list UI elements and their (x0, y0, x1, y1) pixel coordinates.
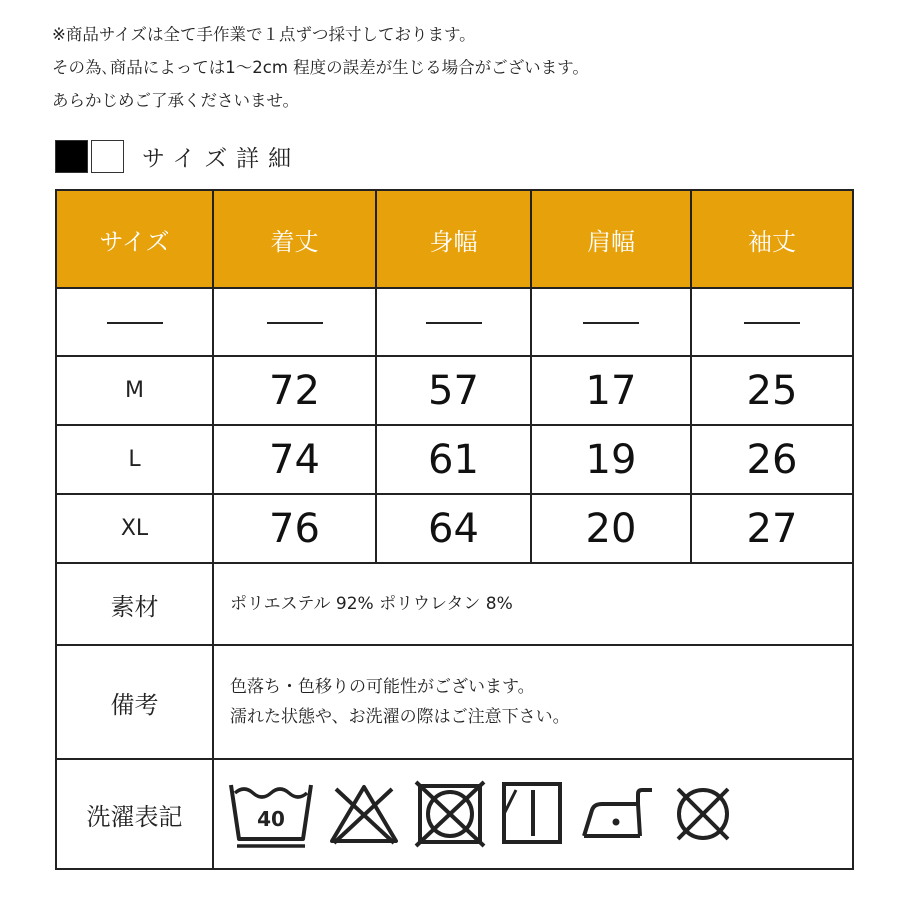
section-title: サイズ詳細 (142, 146, 301, 172)
note-line: ※商品サイズは全て手作業で１点ずつ採寸しております。 (52, 25, 476, 44)
header-row (56, 190, 853, 288)
size-table (55, 189, 854, 870)
note-line: その為､商品によっては1〜2cm 程度の誤差が生じる場合がございます。 (52, 58, 589, 77)
size-label: M (56, 356, 213, 425)
table-row (56, 494, 853, 563)
value-cell: 74 (213, 425, 376, 494)
remarks-row (56, 645, 853, 759)
wash-40-icon (228, 779, 314, 849)
dash-cell (691, 288, 853, 356)
drip-dry-icon (500, 780, 566, 848)
remarks-line: 濡れた状態や、お洗濯の際はご注意下さい。 (230, 707, 570, 727)
care-icons-cell (213, 759, 853, 869)
header-cell: 肩幅 (531, 190, 691, 288)
value-cell: 64 (376, 494, 531, 563)
dash-cell (531, 288, 691, 356)
header-cell: 袖丈 (691, 190, 853, 288)
value-cell: 20 (531, 494, 691, 563)
size-label: L (56, 425, 213, 494)
dash-mark (583, 322, 639, 324)
value-cell: 26 (691, 425, 853, 494)
size-label: XL (56, 494, 213, 563)
wash-temp-label: 40 (257, 807, 285, 831)
black-square-icon (55, 140, 88, 173)
remarks-line: 色落ち・色移りの可能性がございます。 (230, 677, 535, 697)
no-tumble-dry-icon (414, 780, 486, 848)
remarks-label: 備考 (56, 645, 213, 759)
iron-low-icon (580, 786, 656, 842)
care-row (56, 759, 853, 869)
care-label: 洗濯表記 (56, 759, 213, 869)
dash-mark (267, 322, 323, 324)
value-cell: 61 (376, 425, 531, 494)
table-row (56, 425, 853, 494)
notes (52, 18, 589, 117)
section-heading (55, 140, 300, 173)
value-cell: 57 (376, 356, 531, 425)
note-line: あらかじめご了承くださいませ。 (52, 91, 300, 110)
dash-mark (744, 322, 800, 324)
material-value: ポリエステル 92% ポリウレタン 8% (213, 563, 853, 645)
header-cell: 着丈 (213, 190, 376, 288)
value-cell: 72 (213, 356, 376, 425)
material-row (56, 563, 853, 645)
value-cell: 76 (213, 494, 376, 563)
value-cell: 27 (691, 494, 853, 563)
white-square-icon (91, 140, 124, 173)
header-cell: サイズ (56, 190, 213, 288)
table-row (56, 356, 853, 425)
no-bleach-icon (328, 781, 400, 847)
remarks-value (213, 645, 853, 759)
dash-cell (213, 288, 376, 356)
dash-mark (426, 322, 482, 324)
dash-cell (376, 288, 531, 356)
value-cell: 19 (531, 425, 691, 494)
material-label: 素材 (56, 563, 213, 645)
dash-cell (56, 288, 213, 356)
dash-row (56, 288, 853, 356)
no-dry-clean-icon (670, 781, 736, 847)
header-cell: 身幅 (376, 190, 531, 288)
dash-mark (107, 322, 163, 324)
value-cell: 17 (531, 356, 691, 425)
value-cell: 25 (691, 356, 853, 425)
care-icons (214, 779, 852, 849)
